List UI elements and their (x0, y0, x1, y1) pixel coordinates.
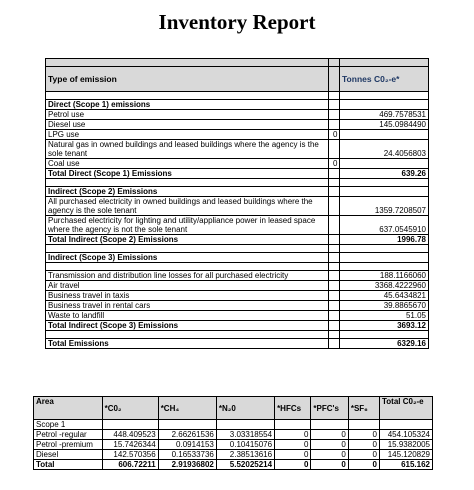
table-row: Petrol -regular 448.409523 2.66261536 3.03318554 0 0 0 454.105324 (34, 430, 433, 440)
report-title: Inventory Report (158, 10, 316, 34)
table-row: Coal use 0 (46, 159, 429, 169)
table-row: Business travel in rental cars 39.8865670 (46, 301, 429, 311)
table-row: Air travel 3368.4222960 (46, 281, 429, 291)
col-ch4-header: *CH₄ (158, 397, 216, 420)
scope1-gas-table (33, 396, 433, 470)
table-row: Indirect (Scope 2) Emissions (46, 187, 429, 197)
col-sf6-header: *SF₆ (348, 397, 379, 420)
col-tonnes-header: Tonnes C0₂-e* (340, 67, 429, 92)
col-pfcs-header: *PFC's (311, 397, 348, 420)
table-row: Scope 1 (34, 420, 433, 430)
col-area-header: Area (34, 397, 103, 420)
table-row: Natural gas in owned buildings and leased buildings where the agency is the sole tenant 24.4056803 (46, 140, 429, 159)
emissions-table (45, 58, 429, 349)
col-total-header: Total C0₂-e (380, 397, 433, 420)
table-row: Total Emissions 6329.16 (46, 339, 429, 349)
col-co2-header: *C0₂ (102, 397, 158, 420)
table-row: Waste to landfill 51.05 (46, 311, 429, 321)
table-row: Business travel in taxis 45.6434821 (46, 291, 429, 301)
table-row: Total Direct (Scope 1) Emissions 639.26 (46, 169, 429, 179)
col-type-header: Type of emission (46, 67, 329, 92)
table-row: Petrol -premium 15.7426344 0.0914153 0.10415076 0 0 0 15.9382005 (34, 440, 433, 450)
table-row: Total Indirect (Scope 2) Emissions 1996.78 (46, 235, 429, 245)
emissions-header-row (46, 67, 429, 92)
table-row: Diesel 142.570356 0.16533736 2.38513616 0 0 0 145.120829 (34, 450, 433, 460)
table-row: Direct (Scope 1) emissions (46, 100, 429, 110)
table-row: Total 606.72211 2.91936802 5.52025214 0 0 0 615.162 (34, 460, 433, 470)
table-row: Transmission and distribution line losses for all purchased electricity 188.1166060 (46, 271, 429, 281)
table-row: All purchased electricity in owned buildings and leased buildings where the agency is the sole tenant 1359.7208507 (46, 197, 429, 216)
gas-header-row (34, 397, 433, 420)
table-row: Petrol use 469.7578531 (46, 110, 429, 120)
table-row: LPG use 0 (46, 130, 429, 140)
table-row: Indirect (Scope 3) Emissions (46, 253, 429, 263)
table-row: Diesel use 145.0984490 (46, 120, 429, 130)
table-row: Total Indirect (Scope 3) Emissions 3693.12 (46, 321, 429, 331)
col-hfcs-header: *HFCs (275, 397, 311, 420)
col-n2o-header: *N₂0 (216, 397, 274, 420)
table-row: Purchased electricity for lighting and utility/appliance power in leased space where the agency is not the sole tenant 637.0545910 (46, 216, 429, 235)
